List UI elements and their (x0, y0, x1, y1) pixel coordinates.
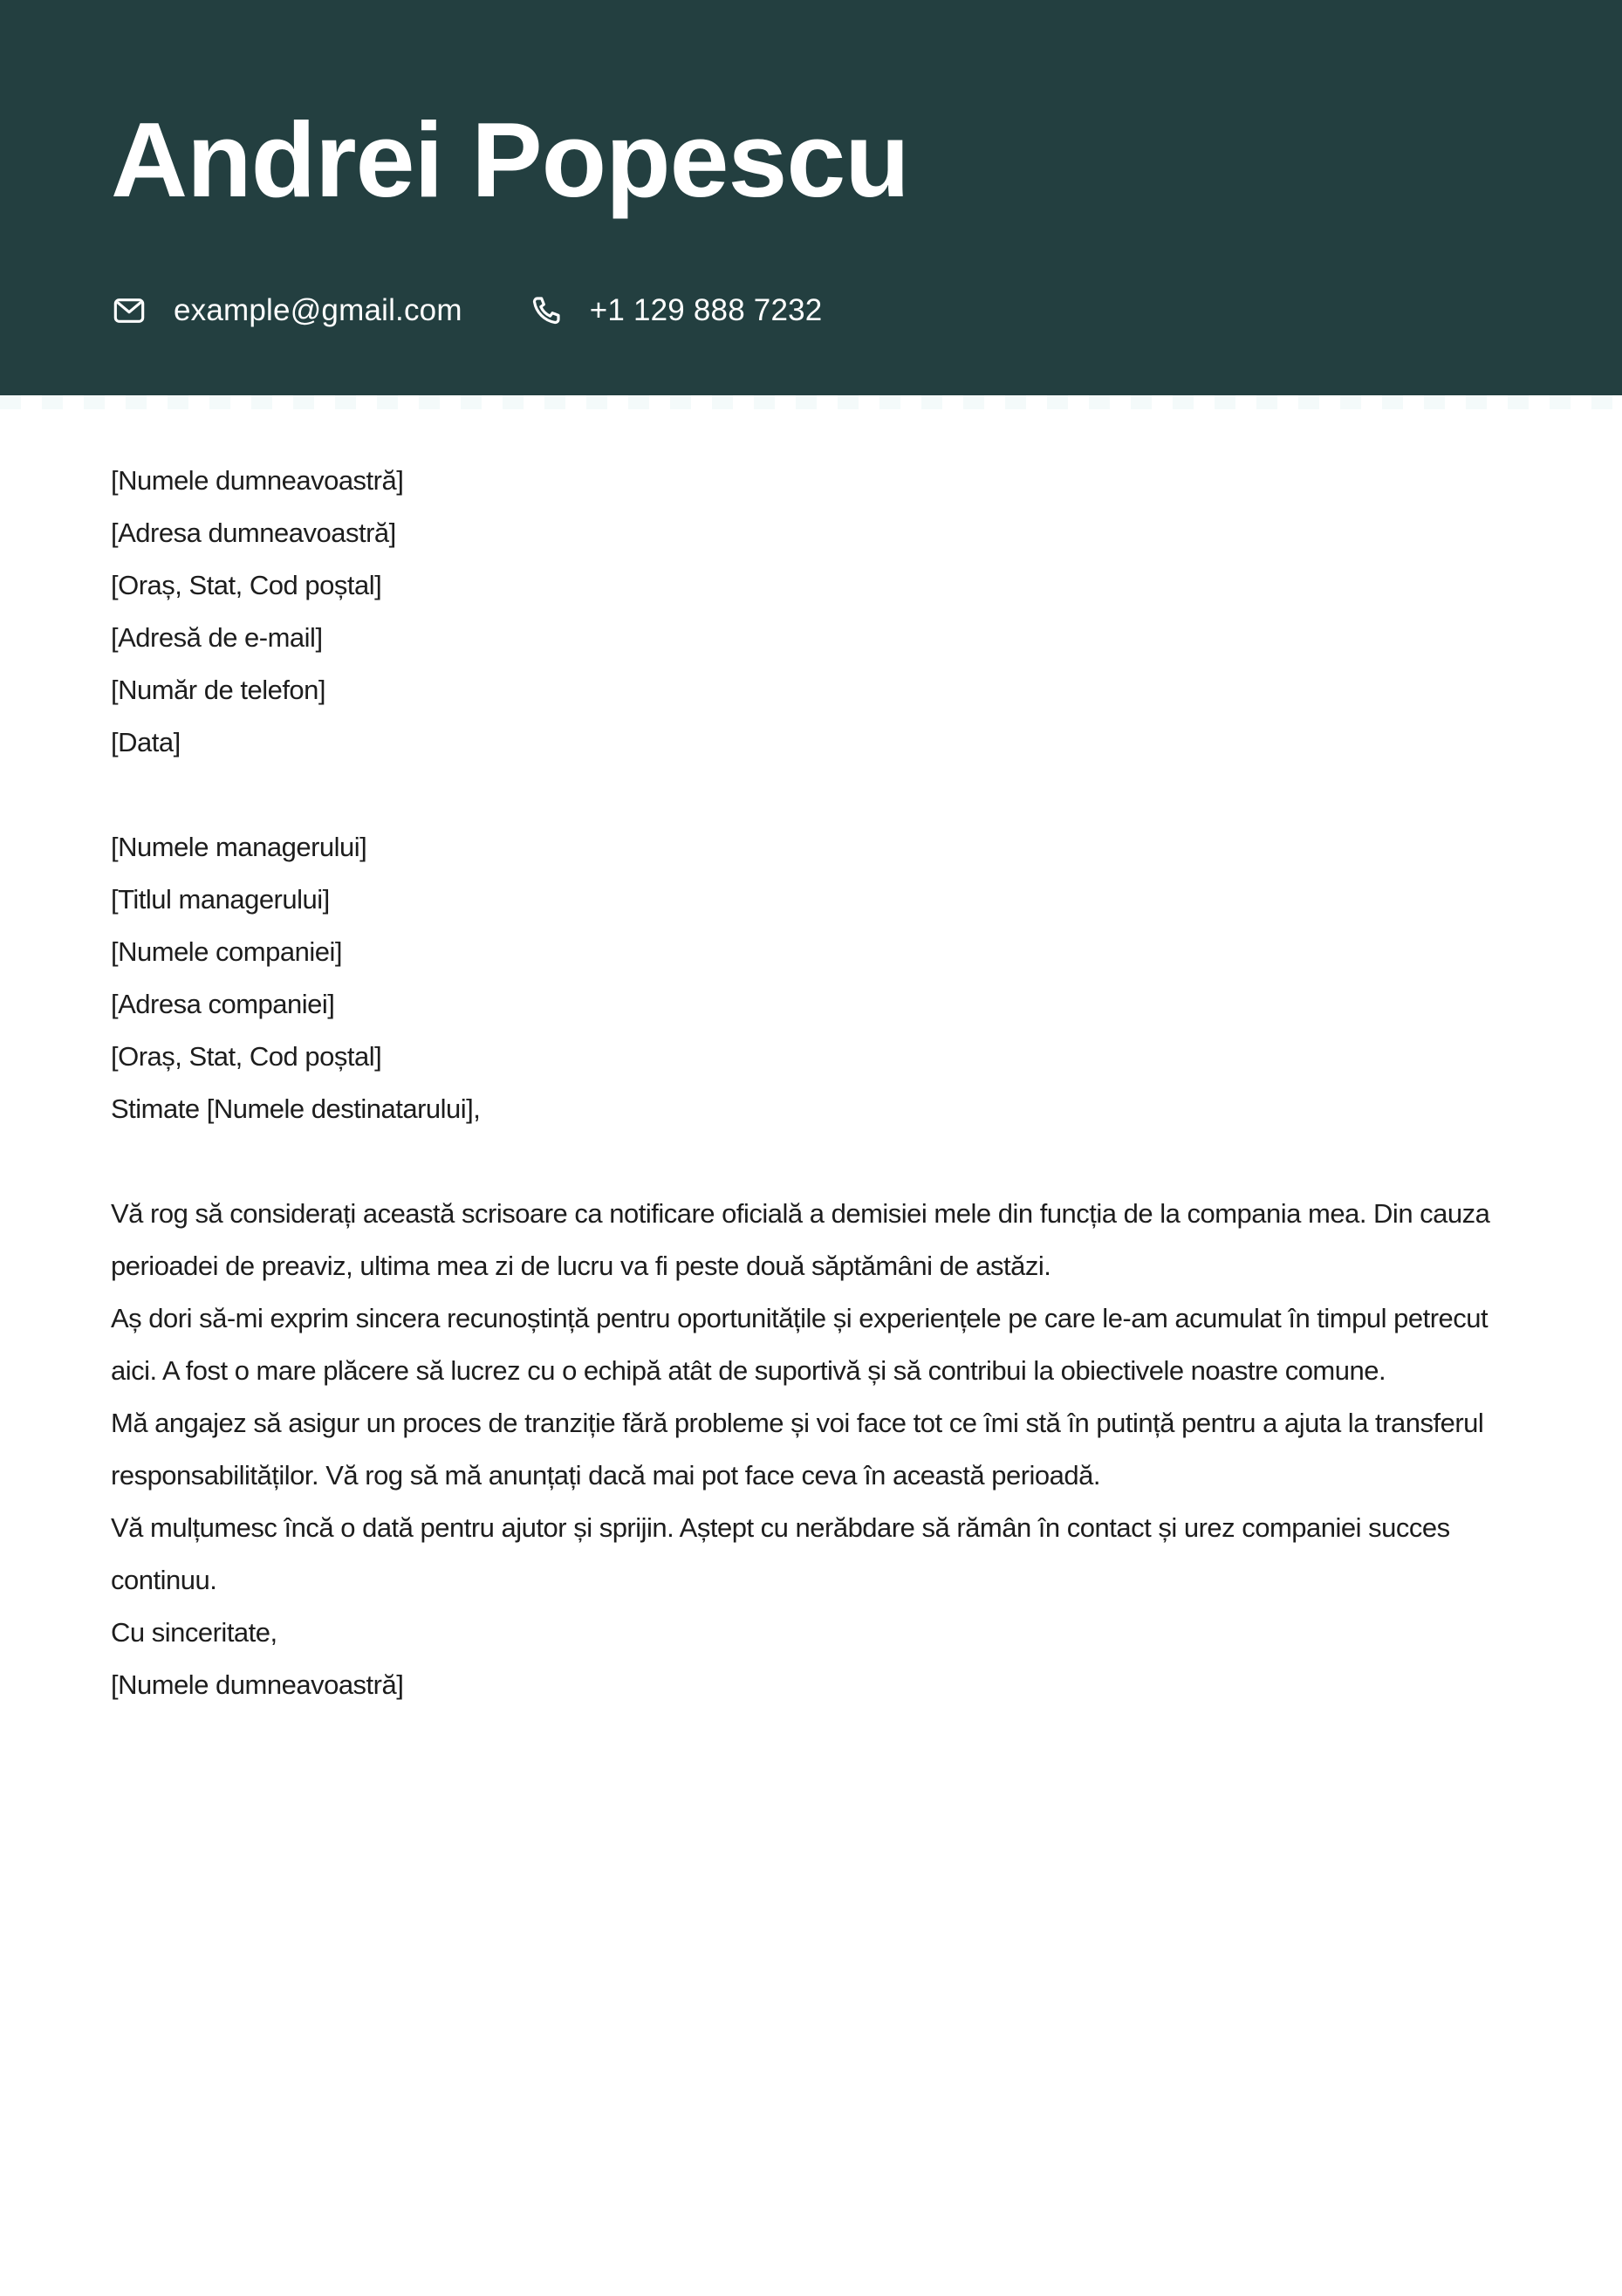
contact-row (111, 293, 1622, 328)
mail-icon (111, 293, 147, 328)
contact-phone (529, 293, 823, 328)
phone-icon (529, 293, 564, 328)
sender-line: [Adresa dumneavoastră] (111, 517, 396, 548)
recipient-block (111, 821, 1517, 1083)
letter-paragraphs (111, 1188, 1517, 1607)
date-line: [Data] (111, 727, 181, 757)
header-edge-texture (0, 395, 1622, 409)
sender-line: [Număr de telefon] (111, 675, 326, 705)
letter-body (0, 409, 1622, 1711)
phone-text: +1 129 888 7232 (589, 292, 823, 327)
recipient-line: [Titlul managerului] (111, 884, 330, 915)
sender-line: [Numele dumneavoastră] (111, 465, 404, 496)
signature: [Numele dumneavoastră] (111, 1669, 404, 1700)
recipient-line: [Adresa companiei] (111, 989, 335, 1019)
paragraph: Vă mulțumesc încă o dată pentru ajutor și sprijin. Aștept cu nerăbdare să rămân în contact și urez companiei succes continuu. (111, 1512, 1450, 1595)
sender-block (111, 455, 1517, 716)
header (0, 0, 1622, 395)
email-text: example@gmail.com (174, 292, 462, 327)
closing: Cu sinceritate, (111, 1617, 277, 1648)
letter-content (111, 455, 1517, 1711)
person-name: Andrei Popescu (111, 100, 909, 219)
contact-email (111, 293, 462, 328)
sender-line: [Oraș, Stat, Cod poștal] (111, 570, 382, 600)
paragraph: Vă rog să considerați această scrisoare ca notificare oficială a demisiei mele din funcția de la compania mea. Din cauza perioadei de preaviz, ultima mea zi de lucru va fi peste două săptămâni de astăzi. (111, 1198, 1490, 1281)
recipient-line: [Numele managerului] (111, 832, 367, 862)
recipient-line: [Numele companiei] (111, 936, 342, 967)
salutation: Stimate [Numele destinatarului], (111, 1093, 481, 1124)
sender-line: [Adresă de e-mail] (111, 622, 323, 653)
paragraph: Mă angajez să asigur un proces de tranziție fără probleme și voi face tot ce îmi stă în putință pentru a ajuta la transferul responsabilităților. Vă rog să mă anunțați dacă mai pot face ceva în această perioadă. (111, 1408, 1484, 1491)
recipient-line: [Oraș, Stat, Cod poștal] (111, 1041, 382, 1072)
paragraph: Aș dori să-mi exprim sincera recunoștință pentru oportunitățile și experiențele pe care le-am acumulat în timpul petrecut aici. A fost o mare plăcere să lucrez cu o echipă atât de suportivă și să contribui la obiectivele noastre comune. (111, 1303, 1489, 1386)
